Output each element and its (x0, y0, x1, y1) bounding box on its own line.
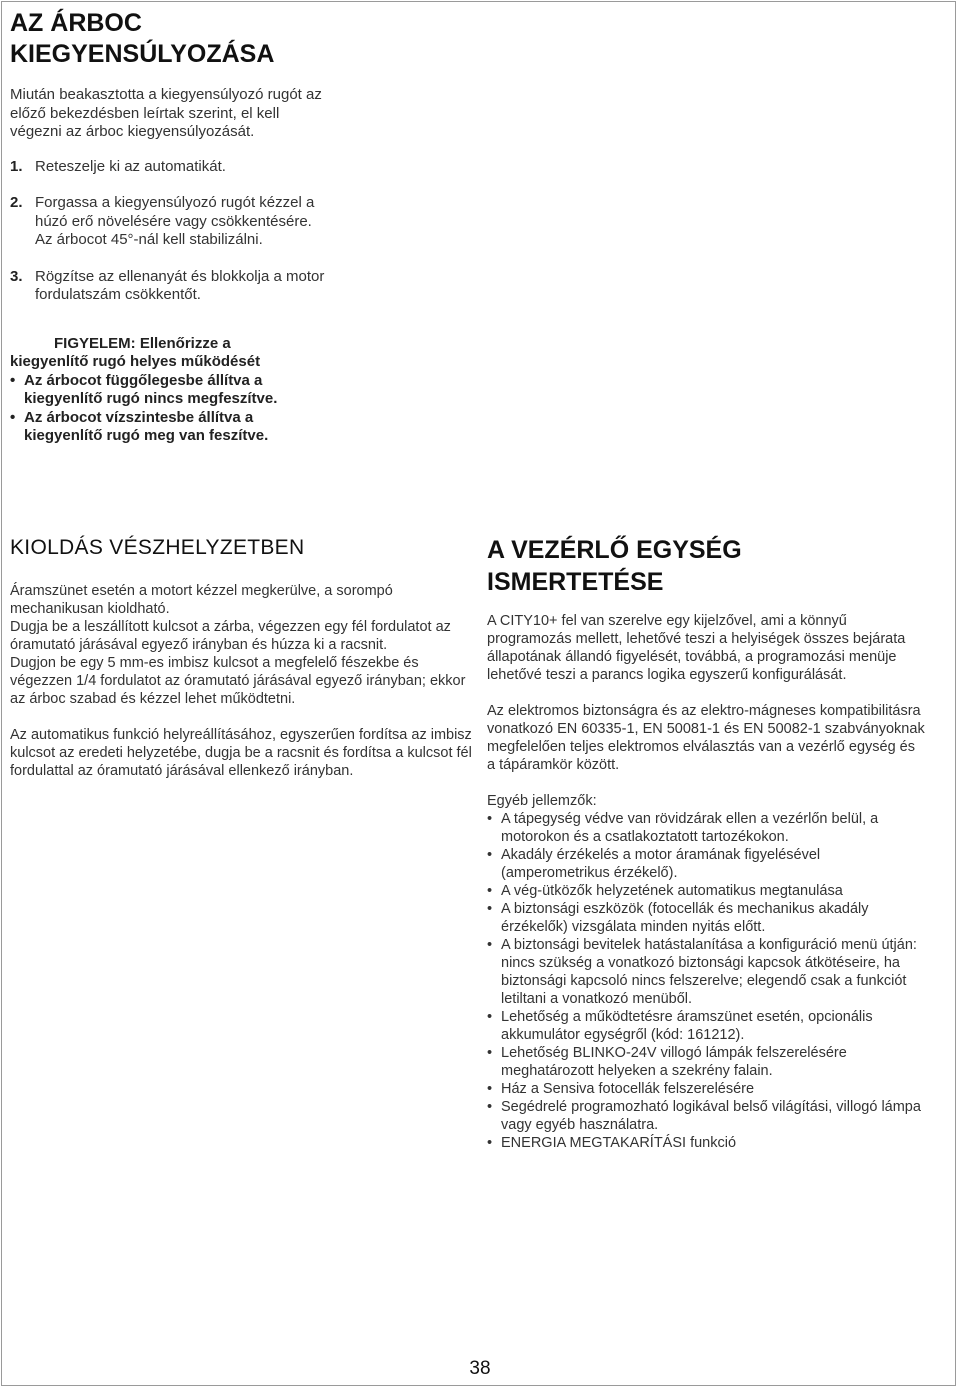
control-section (487, 534, 927, 1152)
bullet-glyph: • (10, 408, 16, 426)
step-number: 1. (10, 157, 23, 175)
page-number: 38 (469, 1358, 491, 1379)
warning-heading: FIGYELEM: Ellenőrizze a (54, 334, 231, 352)
bullet-glyph: • (487, 1099, 493, 1115)
balance-title-line2: KIEGYENSÚLYOZÁSA (10, 40, 275, 68)
bullet-glyph: • (487, 847, 493, 863)
bullet-glyph: • (487, 1045, 493, 1061)
feature-text: A biztonsági bevitelek hatástalanítása a konfiguráció menü útján: nincs szükség a vonatkozó biztonsági kapcsok átkötéseire, ha biztonsági kapcsoló nincs felszerelve; elegendő csak a funkciót letiltani a vonatkozó menüből. (501, 937, 917, 1007)
bullet-glyph: • (487, 1081, 493, 1097)
warning-bullet (10, 372, 330, 409)
control-paragraph-1: A CITY10+ fel van szerelve egy kijelzővel, ami a könnyű programozás mellett, lehetővé teszi a helyiségek összes bejárata állapotának állandó figyelését, továbbá, a programozási menüje lehetővé teszi a parancs logika egyszerű konfigurálását. (487, 613, 906, 683)
warning-bullet-text: Az árbocot függőlegesbe állítva a kiegyenlítő rugó nincs megfeszítve. (24, 371, 278, 407)
balance-section (10, 8, 330, 446)
feature-text: Lehetőség a működtetésre áramszünet esetén, opcionális akkumulátor egységről (kód: 161212). (501, 1009, 873, 1043)
step-text: Forgassa a kiegyensúlyozó rugót kézzel a húzó erő növelésére vagy csökkentésére. Az árbocot 45°-nál kell stabilizálni. (35, 194, 315, 248)
release-paragraph-3: Dugjon be egy 5 mm-es imbisz kulcsot a megfelelő fészekbe és végezzen 1/4 fordulatot az óramutató járásával egyező irányban; ekkor az árboc szabad és kézzel lehet működtetni. (10, 655, 466, 707)
step-text: Reteszelje ki az automatikát. (35, 157, 226, 175)
release-paragraph-2: Dugja be a leszállított kulcsot a zárba, végezzen egy fél fordulatot az óramutató járásával egyező irányban és húzza ki a racsnit. (10, 619, 451, 653)
bullet-glyph: • (10, 371, 16, 389)
feature-item (487, 1080, 927, 1098)
control-title-line2: ISMERTETÉSE (487, 568, 664, 596)
feature-item (487, 846, 927, 882)
features-heading: Egyéb jellemzők: (487, 793, 597, 809)
release-paragraph-1: Áramszünet esetén a motort kézzel megkerülve, a sorompó mechanikusan kioldható. (10, 583, 393, 617)
feature-item (487, 810, 927, 846)
feature-item (487, 1134, 927, 1152)
control-title (487, 534, 927, 598)
bullet-glyph: • (487, 937, 493, 953)
feature-text: ENERGIA MEGTAKARÍTÁSI funkció (501, 1135, 737, 1151)
features-list (487, 810, 927, 1152)
warning-bullet-text: Az árbocot vízszintesbe állítva a kiegyenlítő rugó meg van feszítve. (24, 408, 269, 444)
feature-item (487, 936, 927, 1008)
release-title: KIOLDÁS VÉSZHELYZETBEN (10, 536, 305, 559)
feature-text: Segédrelé programozható logikával belső világítási, villogó lámpa vagy egyéb használatra. (501, 1099, 921, 1133)
bullet-glyph: • (487, 811, 493, 827)
step-number: 3. (10, 267, 23, 285)
feature-text: A vég-ütközők helyzetének automatikus megtanulása (501, 883, 843, 899)
step-number: 2. (10, 194, 23, 211)
warning-box (10, 335, 330, 446)
balance-steps (10, 158, 330, 305)
bullet-glyph: • (487, 883, 493, 899)
step-item (10, 194, 330, 250)
step-item (10, 268, 330, 305)
feature-text: Akadály érzékelés a motor áramának figyelésével (amperometrikus érzékelő). (501, 847, 821, 881)
balance-intro: Miután beakasztotta a kiegyensúlyozó rugót az előző bekezdésben leírtak szerint, el kell végezni az árboc kiegyensúlyozását. (10, 86, 322, 140)
warning-subheading: kiegyenlítő rugó helyes működését (10, 353, 261, 370)
feature-item (487, 882, 927, 900)
bullet-glyph: • (487, 1135, 493, 1151)
balance-title-line1: AZ ÁRBOC (10, 9, 142, 37)
feature-item (487, 900, 927, 936)
bullet-glyph: • (487, 1009, 493, 1025)
release-paragraph-4: Az automatikus funkció helyreállításához, egyszerűen fordítsa az imbisz kulcsot az eredeti helyzetébe, dugja be a racsnit és fordítsa a kulcsot fél fordulattal az óramutató járásával ellenkező irányban. (10, 727, 472, 779)
warning-bullet (10, 409, 330, 446)
feature-text: A tápegység védve van rövidzárak ellen a vezérlőn belül, a motorokon és a csatlakoztatott tartozékokon. (501, 811, 879, 845)
step-text: Rögzítse az ellenanyát és blokkolja a motor fordulatszám csökkentőt. (35, 267, 325, 303)
step-item (10, 158, 330, 177)
bullet-glyph: • (487, 901, 493, 917)
feature-text: A biztonsági eszközök (fotocellák és mechanikus akadály érzékelők) vizsgálata minden nyitás előtt. (501, 901, 869, 935)
feature-text: Lehetőség BLINKO-24V villogó lámpák felszerelésére meghatározott helyeken a szekrény falain. (501, 1045, 847, 1079)
feature-item (487, 1098, 927, 1134)
release-section (10, 534, 472, 780)
control-title-line1: A VEZÉRLŐ EGYSÉG (487, 536, 742, 564)
feature-item (487, 1008, 927, 1044)
control-paragraph-2: Az elektromos biztonságra és az elektro-mágneses kompatibilitásra vonatkozó EN 60335-1, EN 50081-1 és EN 50082-1 szabványoknak megfelelően teljes elektromos elválasztás van a vezérlő egység és a tápáramkör között. (487, 703, 925, 773)
feature-text: Ház a Sensiva fotocellák felszerelésére (501, 1081, 755, 1097)
feature-item (487, 1044, 927, 1080)
balance-title (10, 8, 330, 70)
